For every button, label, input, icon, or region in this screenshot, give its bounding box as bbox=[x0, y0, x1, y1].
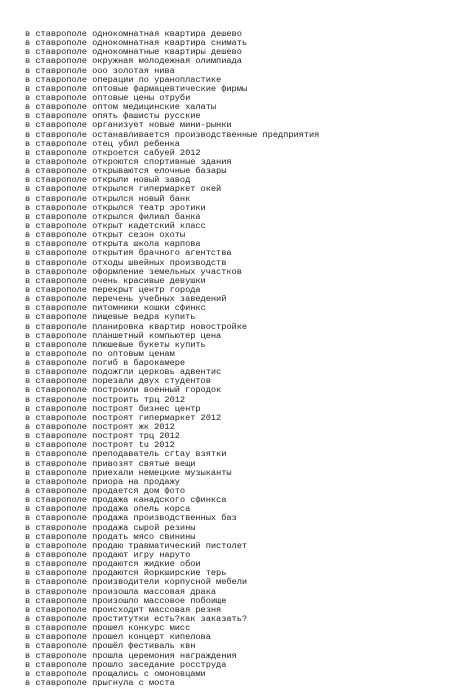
list-item: в ставрополе прошёл фестиваль квн bbox=[25, 641, 196, 652]
list-item: в ставрополе однокомнатная квартира дешево bbox=[25, 29, 242, 39]
list-item: в ставрополе прыгнула с моста bbox=[25, 677, 175, 688]
list-item: в ставрополе открыт сезон охоты bbox=[25, 230, 186, 241]
list-item: в ставрополе перекрыт центр города bbox=[25, 284, 201, 295]
list-item: в ставрополе происходит массовая резня bbox=[25, 604, 222, 615]
list-item: в ставрополе питомники кошки сфинкс bbox=[25, 303, 206, 314]
list-item: в ставрополе по оптовым ценам bbox=[25, 348, 175, 359]
list-item: в ставрополе оформление земельных участков bbox=[25, 266, 242, 277]
list-item: в ставрополе построят жк 2012 bbox=[25, 422, 175, 433]
list-item: в ставрополе приора на продажу bbox=[25, 476, 180, 487]
list-item: в ставрополе построят гипермаркет 2012 bbox=[25, 412, 222, 423]
list-item: в ставрополе продают игру наруто bbox=[25, 550, 191, 561]
search-phrase-list bbox=[25, 30, 319, 688]
list-item: в ставрополе производители корпусной мебели bbox=[25, 577, 248, 588]
list-item: в ставрополе отходы швейных производств bbox=[25, 257, 227, 268]
list-item: в ставрополе продаю травматический пистолет bbox=[25, 540, 248, 551]
list-item: в ставрополе оптом медицинские халаты bbox=[25, 102, 217, 113]
list-item: в ставрополе очень красивые девушки bbox=[25, 275, 206, 286]
list-item: в ставрополе планшетный компьютер цена bbox=[25, 330, 222, 341]
list-item: в ставрополе прошел концерт кипелова bbox=[25, 632, 211, 643]
list-item: в ставрополе открыта школа карпова bbox=[25, 239, 201, 250]
list-item: в ставрополе построят бизнес центр bbox=[25, 403, 201, 414]
list-item: в ставрополе прошло заседание росструда bbox=[25, 659, 227, 670]
list-item: в ставрополе построили военный городок bbox=[25, 385, 222, 396]
list-item: в ставрополе перечень учебных заведений bbox=[25, 294, 227, 305]
list-item: в ставрополе произошло массовое побоище bbox=[25, 595, 227, 606]
list-item: в ставрополе продажа канадского сфинкса bbox=[25, 495, 227, 506]
list-item: в ставрополе построить трц 2012 bbox=[25, 394, 186, 405]
list-item: в ставрополе продать мясо свинины bbox=[25, 531, 196, 542]
list-item: в ставрополе произошла массовая драка bbox=[25, 586, 217, 597]
list-item: в ставрополе открылся новый банк bbox=[25, 193, 191, 204]
list-item: в ставрополе откроется сабуей 2012 bbox=[25, 147, 201, 158]
list-item: в ставрополе окружная молодежная олимпиада bbox=[25, 56, 242, 67]
list-item: в ставрополе открываются елочные базары bbox=[25, 166, 227, 177]
list-item: в ставрополе прошла церемония награждения bbox=[25, 650, 237, 661]
list-item: в ставрополе открылся филиал банка bbox=[25, 211, 201, 222]
list-item: в ставрополе плюшевые букеты купить bbox=[25, 339, 206, 350]
list-item: в ставрополе преподаватель сгtау взятки bbox=[25, 449, 227, 460]
list-item: в ставрополе однокомнатная квартира снимать bbox=[25, 38, 248, 49]
list-item: в ставрополе открытия брачного агентства bbox=[25, 248, 232, 259]
list-item: в ставрополе откроются спортивные здания bbox=[25, 156, 232, 167]
list-item: в ставрополе прощались с омоновцами bbox=[25, 668, 206, 679]
list-item: в ставрополе проститутки есть?как заказать? bbox=[25, 614, 248, 624]
list-item: в ставрополе продаются йоркширские терь bbox=[25, 568, 227, 579]
list-item: в ставрополе продаются жидкие обои bbox=[25, 559, 201, 570]
list-item: в ставрополе продажа производственных баз bbox=[25, 513, 237, 524]
list-item: в ставрополе опять фашисты русские bbox=[25, 111, 201, 122]
list-item: в ставрополе открыт кадетский класс bbox=[25, 220, 206, 231]
list-item: в ставрополе оптовые цены отруби bbox=[25, 92, 191, 103]
list-item: в ставрополе останавливается производственные предприятия bbox=[25, 129, 320, 140]
list-item: в ставрополе продажа сырой резины bbox=[25, 522, 196, 533]
list-item: в ставрополе порезали двух студентов bbox=[25, 376, 211, 387]
list-item: в ставрополе построят трц 2012 bbox=[25, 431, 180, 442]
list-item: в ставрополе построят tu 2012 bbox=[25, 440, 175, 451]
list-item: в ставрополе открылся гипермаркет окей bbox=[25, 184, 222, 195]
list-item: в ставрополе открыли новый завод bbox=[25, 175, 191, 186]
list-item: в ставрополе продажа опель корса bbox=[25, 504, 191, 515]
list-item: в ставрополе оптовые фармацевтические фирмы bbox=[25, 83, 248, 94]
list-item: в ставрополе однокомнатные квартиры дешево bbox=[25, 47, 242, 58]
list-item: в ставрополе пищевые ведра купить bbox=[25, 312, 196, 323]
list-item: в ставрополе планировка квартир новостройке bbox=[25, 321, 248, 332]
list-item: в ставрополе прошел конкурс мисс bbox=[25, 623, 191, 634]
list-item: в ставрополе приехали немецкие музыканты bbox=[25, 467, 232, 478]
list-item: в ставрополе организует новые мини-рынки bbox=[25, 120, 232, 131]
list-item: в ставрополе ооо золотая нива bbox=[25, 65, 175, 76]
list-item: в ставрополе привозят святые вещи bbox=[25, 458, 196, 469]
list-item: в ставрополе отец убил ребенка bbox=[25, 138, 180, 149]
list-item: в ставрополе открылся театр эротики bbox=[25, 202, 206, 213]
list-item: в ставрополе продается дом фото bbox=[25, 486, 186, 497]
list-item: в ставрополе операции по уранопластике bbox=[25, 74, 222, 85]
list-item: в ставрополе погиб в барокамере bbox=[25, 358, 186, 369]
list-item: в ставрополе подожгли церковь адвентис bbox=[25, 367, 222, 378]
